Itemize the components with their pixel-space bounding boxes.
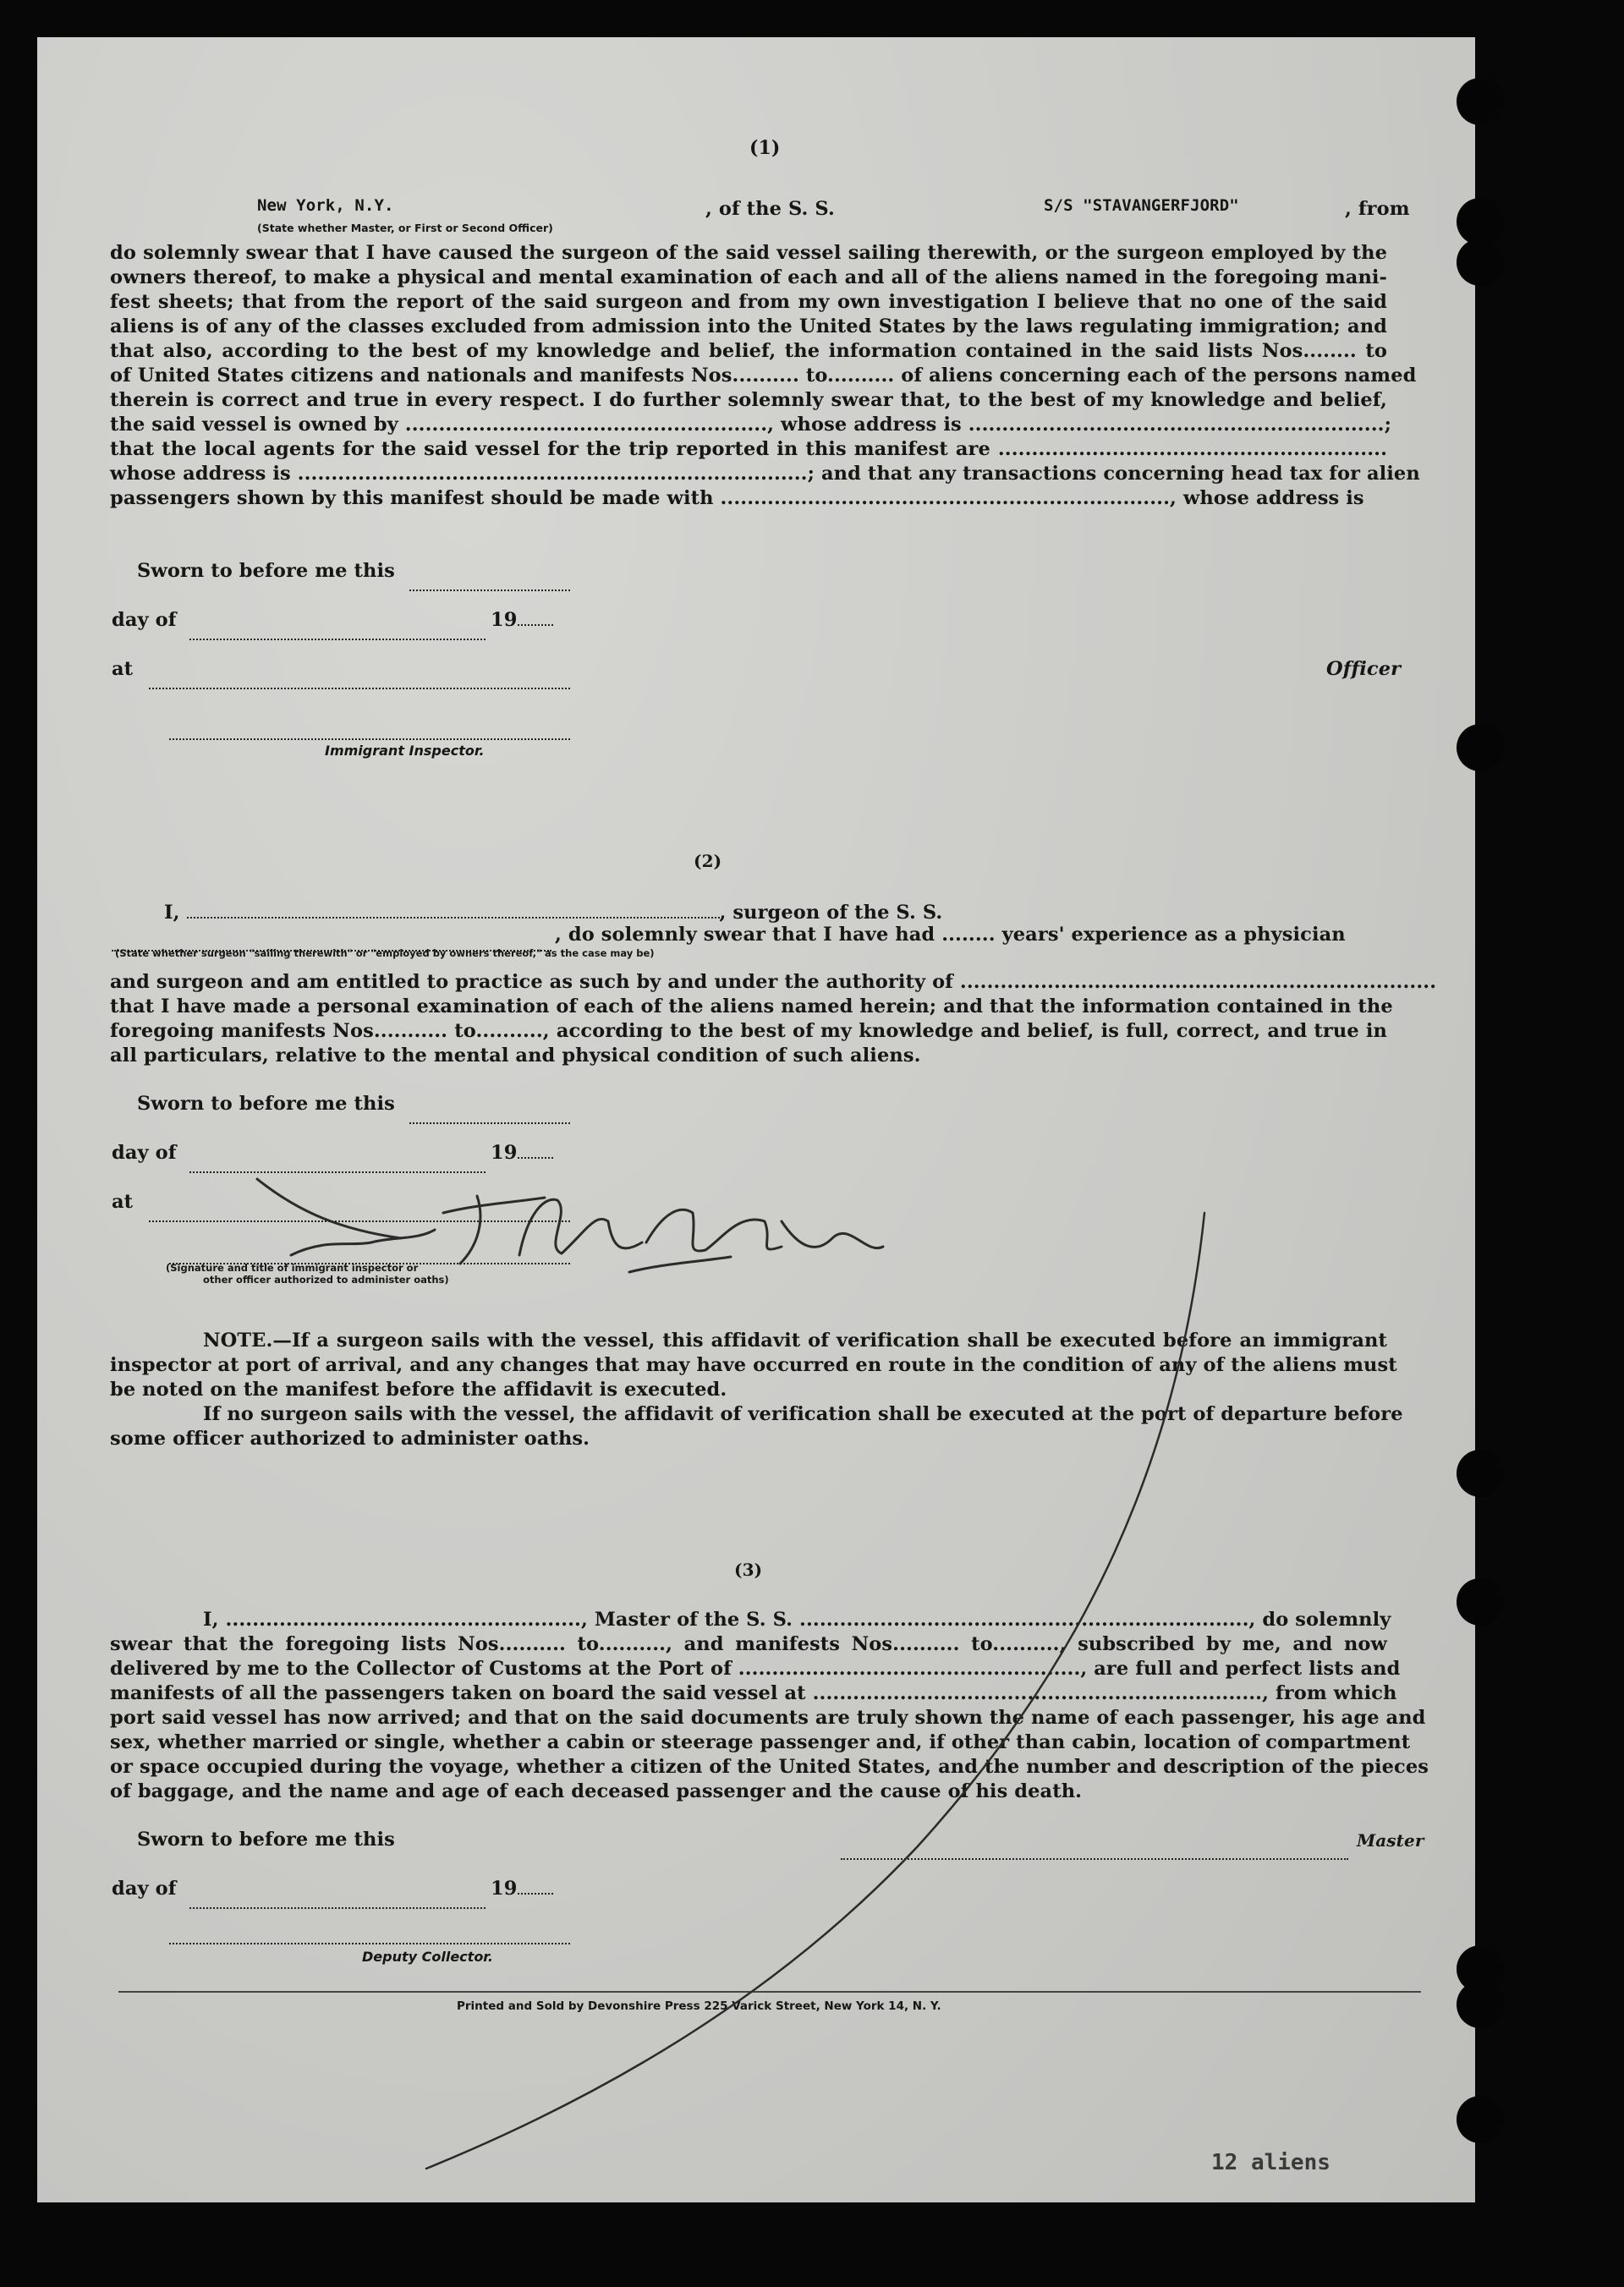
- section-1-number: (1): [749, 137, 781, 159]
- note-line-1: NOTE.—If a surgeon sails with the vessel, this affidavit of verification shall be executed before an immigrant: [203, 1330, 1387, 1352]
- s3-sworn-label: Sworn to before me this: [137, 1829, 395, 1851]
- s2-sworn-label: Sworn to before me this: [137, 1093, 395, 1115]
- s3-line-2: swear that the foregoing lists Nos.......... to.........., and manifests Nos.......... to.........., subscribed by me, and now: [110, 1633, 1387, 1655]
- deputy-collector-caption: Deputy Collector.: [362, 1949, 493, 1965]
- s1-line-7: therein is correct and true in every respect. I do further solemnly swear that, to the best of my knowledge and belief,: [110, 389, 1387, 411]
- s1-day-blank: [189, 639, 486, 640]
- section-2-paragraph: [110, 971, 1437, 1069]
- immigrant-inspector-caption: Immigrant Inspector.: [325, 743, 485, 759]
- s1-at-label: at: [112, 658, 134, 680]
- s1-line-1: do solemnly swear that I have caused the surgeon of the said vessel sailing therewith, or the surgeon employed by the: [110, 242, 1387, 264]
- s3-line-4: manifests of all the passengers taken on board the said vessel at ..................................................................., from which: [110, 1682, 1397, 1704]
- binder-hole: [1457, 724, 1504, 771]
- binder-hole: [1457, 1450, 1504, 1497]
- binder-hole: [1457, 1981, 1504, 2028]
- s3-day-of-label: day of: [112, 1878, 177, 1900]
- note-line-5: some officer authorized to administer oaths.: [110, 1428, 590, 1450]
- aliens-count: 12 aliens: [1211, 2150, 1330, 2175]
- s1-year-text: 19: [491, 609, 518, 631]
- s1-line-6: of United States citizens and nationals and manifests Nos.......... to.......... of aliens concerning each of the persons named: [110, 365, 1417, 387]
- s2-line-1: and surgeon and am entitled to practice as such by and under the authority of .......................................................................: [110, 971, 1437, 993]
- arrival-city: New York, N.Y.: [257, 196, 394, 215]
- s2-day-of-label: day of: [112, 1142, 177, 1164]
- printer-line: Printed and Sold by Devonshire Press 225 Varick Street, New York 14, N. Y.: [457, 1999, 941, 2013]
- s2-i-text: I,: [164, 902, 180, 924]
- note-line-4: If no surgeon sails with the vessel, the affidavit of verification shall be executed at the port of departure before: [203, 1403, 1403, 1425]
- binder-hole: [1457, 1578, 1504, 1626]
- pen-stroke: [392, 1204, 1238, 2186]
- s1-line-11: passengers shown by this manifest should be made with ..................................................................., whose address is: [110, 487, 1364, 509]
- s1-line-4: aliens is of any of the classes excluded from admission into the United States by the laws regulating immigration; and: [110, 315, 1387, 337]
- s2-surgeon-of: , surgeon of the S. S.: [719, 902, 943, 924]
- s3-line-6: sex, whether married or single, whether a cabin or steerage passenger and, if other than cabin, location of compartment: [110, 1731, 1411, 1753]
- section-1-paragraph: [110, 242, 1420, 512]
- binder-hole: [1457, 78, 1504, 125]
- master-label-text: Master: [1357, 1830, 1424, 1851]
- s1-line-3: fest sheets; that from the report of the said surgeon and from my own investigation I believe that no one of the said: [110, 291, 1387, 313]
- s1-year-blank: [518, 624, 553, 626]
- s1-sworn-blank: [409, 590, 570, 591]
- s2-at-label: at: [112, 1191, 134, 1213]
- s3-line-8: of baggage, and the name and age of each deceased passenger and the cause of his death.: [110, 1780, 1083, 1802]
- s2-year-text: 19: [491, 1142, 518, 1164]
- s3-line-5: port said vessel has now arrived; and that on the said documents are truly shown the name of each passenger, his age and: [110, 1707, 1426, 1729]
- s2-line-3: foregoing manifests Nos........... to.........., according to the best of my knowledge and belief, is full, correct, and true in: [110, 1020, 1387, 1042]
- s3-line-1: I, ....................................................., Master of the S. S. ..................................................................., do solemnly: [203, 1609, 1391, 1631]
- s1-line-8: the said vessel is owned by ......................................................, whose address is ..............................................................;: [110, 414, 1391, 436]
- s2-signature-caption-2: other officer authorized to administer oaths): [203, 1274, 449, 1286]
- section-3-number: (3): [734, 1560, 763, 1580]
- s2-line-2: that I have made a personal examination of each of the aliens named herein; and that the information contained in the: [110, 995, 1393, 1017]
- s1-line-5: that also, according to the best of my knowledge and belief, the information contained in the said lists Nos........ to: [110, 340, 1387, 362]
- master-label: [1357, 1830, 1424, 1851]
- from-label: , from: [1345, 198, 1410, 220]
- manifest-page: [37, 37, 1475, 2202]
- vessel-name: S/S "STAVANGERFJORD": [1044, 196, 1239, 215]
- s2-year-blank: [518, 1157, 553, 1159]
- section-2-number: (2): [694, 851, 722, 871]
- s1-inspector-blank: [169, 738, 570, 740]
- s3-line-7: or space occupied during the voyage, whether a citizen of the United States, and the number and description of the pieces: [110, 1756, 1429, 1778]
- officer-label: Officer: [1326, 658, 1402, 680]
- binder-hole: [1457, 2096, 1504, 2143]
- s3-year-text: 19: [491, 1878, 518, 1900]
- s3-line-3: delivered by me to the Collector of Customs at the Port of ..................................................., are full and perfect lists and: [110, 1658, 1401, 1680]
- s1-line-9: that the local agents for the said vessel for the trip reported in this manifest are ..........................................................: [110, 438, 1387, 460]
- master-state-note: (State whether Master, or First or Second Officer): [257, 222, 553, 234]
- s2-state-note: (State whether surgeon "sailing therewith" or "employed by owners thereof," as the case may be): [115, 947, 655, 959]
- s1-day-of-label: day of: [112, 609, 177, 631]
- s1-at-blank: [149, 688, 570, 689]
- s2-swear-line: , do solemnly swear that I have had ........ years' experience as a physician: [555, 924, 1346, 946]
- s1-line-10: whose address is ............................................................................; and that any transactions concerning head tax for alien: [110, 463, 1420, 485]
- s2-i-label: [164, 902, 942, 924]
- note-line-2: inspector at port of arrival, and any changes that may have occurred en route in the condition of any of the aliens must: [110, 1354, 1397, 1376]
- vessel-connector: , of the S. S.: [705, 198, 835, 220]
- note-line-3: be noted on the manifest before the affidavit is executed.: [110, 1379, 727, 1401]
- s2-year: [491, 1142, 553, 1164]
- s1-year: [491, 609, 553, 631]
- s2-line-4: all particulars, relative to the mental and physical condition of such aliens.: [110, 1045, 921, 1067]
- s1-line-2: owners thereof, to make a physical and mental examination of each and all of the aliens named in the foregoing mani-: [110, 266, 1387, 288]
- s2-name-blank: [187, 917, 720, 919]
- binder-hole: [1457, 239, 1504, 286]
- s1-sworn-label: Sworn to before me this: [137, 560, 395, 582]
- s2-sworn-blank: [409, 1122, 570, 1124]
- s2-signature-caption-1: (Signature and title of immigrant inspector or: [166, 1262, 419, 1274]
